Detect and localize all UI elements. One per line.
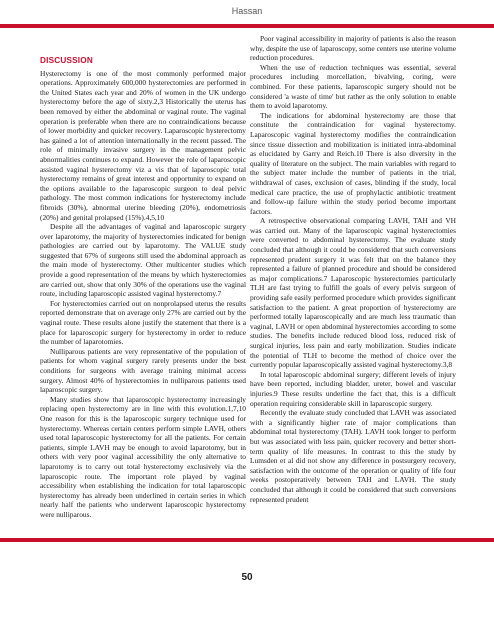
right-column: [250, 34, 456, 534]
paragraph: Poor vaginal accessibility in majority of patients is also the reason why, despite the use of laparoscopy, some centers use uterine volume reduction procedures.: [250, 34, 456, 63]
paragraph: In total laparoscopic abdominal surgery; different levels of injury have been reported, including bladder, ureter, bowel and vascular injuries.9 These results underline the fact that, this is a difficult operation requiring considerable skill in laparoscopic surgery.: [250, 369, 456, 408]
header-rule: [0, 24, 494, 28]
paragraph: A retrospective observational comparing LAVH, TAH and VH was carried out. Many of the laparoscopic vaginal hysterectomies were converted to abdominal hysterectomy. The evaluate study concluded that although it could be considered that such conversions represented prudent surgery it was felt that on the balance they represented a failure of planned procedure and should be considered as major complications.7 Laparoscopic hysterectomies particularly TLH are fast trying to fulfill the goals of every pelvis surgeon of providing safe easily performed procedure which provides significant satisfaction to the patient. A great proportion of hysterectomy are performed totally laparoscopically and are much less traumatic than vaginal, LAVH or open abdominal hysterectomies according to some studies. The benefits include reduced blood loss, reduced risk of surgical injuries, less pain and early mobilization. Studies indicate the potential of TLH to become the method of choice over the currently popular laparoscopically assisted vaginal hysterectomy.3,8: [250, 216, 456, 370]
footer-rule: [0, 538, 494, 542]
paragraph: Hysterectomy is one of the most commonly performed major operations. Approximately 600,000 hysterectomies are performed in the United States each year and 20% of women in the UK undergo hysterectomy before the age of sixty.2,3 Historically the uterus has been removed by either the abdominal or vaginal route. The vaginal operation is preferable when there are no contraindications because of lower morbidity and quicker recovery. Laparoscopic hysterectomy has gained a lot of attention internationally in the recent passed. The role of minimally invasive surgery in the management pelvic abnormalities continues to expand. However the role of laparoscopic assisted vaginal hysterectomy viz a vis that of laparoscopic total hysterectomy remains of great interest and opportunity to expand on the options available to the laparoscopic surgeon to deal pelvic pathology. The most common indications for hysterectomy include fibroids (30%), abnormal uterine bleeding (20%), endometriosis (20%) and genital prolapsed (15%).4,5,10: [40, 68, 246, 222]
page-number: 50: [241, 572, 253, 583]
paragraph: When the use of reduction techniques was essential, several procedures including morcellation, bivalving, coring, were combined. For these patients, laparoscopic surgery should not be considered 'a waste of time' but rather as the only solution to enable them to avoid laparotomy.: [250, 62, 456, 111]
left-column: [40, 34, 246, 534]
paragraph: Despite all the advantages of vaginal and laparoscopic surgery over laparotomy, the majority of hysterectomies indicated for benign pathologies are carried out by laparotomy. The VALUE study suggested that 67% of surgeons still used the abdominal approach as the main mode of hysterectomy. Other multicenter studies which provide a good representation of the means by which hysterectomies are carried out, show that only 30% of the operations use the vaginal route, including laparoscopic assisted vaginal hysterectomy.7: [40, 222, 246, 299]
paragraph: Many studies show that laparoscopic hysterectomy increasingly replacing open hysterectomy are in line with this evolution.1,7,10 One reason for this is the laparoscopic surgery technique used for hysterectomy. Whereas certain centers perform simple LAVH, others used total laparoscopic hysterectomy for all the patients. For certain patients, simple LAVH may be enough to avoid laparotomy, but in others with very poor vaginal accessibility the only alternative to laparotomy is to carry out total hysterectomy exclusively via the laparoscopic route. The important role played by vaginal accessibility when establishing the indication for total laparoscopic hysterectomy has already been underlined in certain series in which nearly half the patients who underwent laparoscopic hysterectomy were nulliparous.: [40, 394, 246, 519]
paragraph: Recently the evaluate study concluded that LAVH was associated with a significantly higher rate of major complications than abdominal total hysterectomy (TAH). LAVH took longer to perform but was associated with less pain, quicker recovery and better short-term quality of life measures. In contrast to this the study by Lumsden et al did not show any difference in postsurgery recovery, satisfaction with the outcome of the operation or quality of life four weeks postoperatively between TAH and LAVH. The study concluded that although it could be considered that such conversions represented prudent: [250, 408, 456, 504]
section-heading: DISCUSSION: [40, 56, 93, 65]
running-header-author: Hassan: [231, 6, 263, 16]
paragraph: The indications for abdominal hysterectomy are those that constitute the contraindication for vaginal hysterectomy. Laparoscopic vaginal hysterectomy modifies the contraindication since tissue dissection and mobilization is initiated intra-abdominal as elucidated by Garry and Reich.10 There is also diversity in the quality of literature on the subject. The main variables with regard to the subject mater include the number of patients in the trial, withdrawal of cases, exclusion of cases, blinding if the study, local medical care practice, the use of prophylactic antibiotic treatment and follow-up failure within the study period become important factors.: [250, 110, 456, 216]
paragraph: For hysterectomies carried out on nonprolapsed uterus the results reported demonstrate that on average only 27% are carried out by the vaginal route. These results alone justify the statement that there is a place for laparoscopic surgery for hysterectomy in order to reduce the number of laparotomies.: [40, 298, 246, 347]
paragraph: Nulliparous patients are very representative of the population of patients for whom vaginal surgery rarely presents under the best conditions for surgeons with average training minimal access surgery. Almost 40% of hysterectomies in nulliparous patients used laparoscopic surgery.: [40, 346, 246, 395]
